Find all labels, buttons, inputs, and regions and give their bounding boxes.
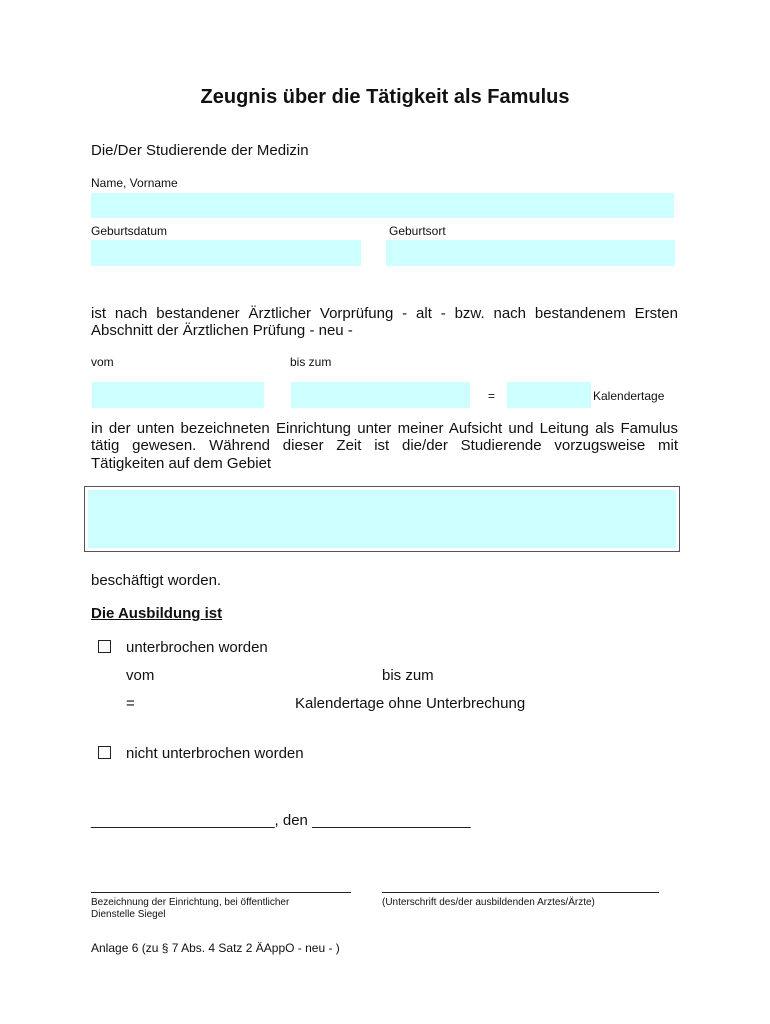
field-area-frame <box>84 486 680 552</box>
institution-caption-line1: Bezeichnung der Einrichtung, bei öffentlicher <box>91 897 290 908</box>
exam-text-line1: ist nach bestandener Ärztlicher Vorprüfung - alt - bzw. nach bestandenem Ersten <box>91 305 678 322</box>
period-to-field[interactable] <box>291 382 470 408</box>
field-area-input[interactable] <box>88 490 676 548</box>
not-interrupted-checkbox[interactable] <box>98 746 111 759</box>
footer-annex: Anlage 6 (zu § 7 Abs. 4 Satz 2 ÄAppO - neu - ) <box>91 941 340 955</box>
interrupted-checkbox[interactable] <box>98 640 111 653</box>
period-from-field[interactable] <box>92 382 264 408</box>
period-equals: = <box>488 389 496 403</box>
interrupted-equals: = <box>126 695 135 712</box>
den-text: , den <box>274 812 308 829</box>
institution-caption <box>91 897 289 921</box>
exam-text-line2: Abschnitt der Ärztlichen Prüfung - neu - <box>91 322 353 339</box>
not-interrupted-label: nicht unterbrochen worden <box>126 745 304 762</box>
birthplace-label: Geburtsort <box>389 224 446 238</box>
place-blank: ______________________ <box>91 812 275 829</box>
interrupted-from-label: vom <box>126 667 155 684</box>
birthdate-field[interactable] <box>91 240 361 266</box>
calendar-days-label: Kalendertage <box>593 389 665 403</box>
doctor-signature-line <box>382 892 659 893</box>
institution-caption-line2: Dienstelle Siegel <box>91 909 166 920</box>
training-heading: Die Ausbildung ist <box>91 605 223 622</box>
doctor-caption: (Unterschrift des/der ausbildenden Arztes/Ärzte) <box>382 897 595 908</box>
calendar-days-field[interactable] <box>507 382 591 408</box>
interrupted-to-label: bis zum <box>382 667 434 684</box>
birthplace-field[interactable] <box>386 240 675 266</box>
period-from-label: vom <box>91 355 114 369</box>
activity-text-line1: in der unten bezeichneten Einrichtung unter meiner Aufsicht und Leitung als Famulus <box>91 420 678 437</box>
name-label: Name, Vorname <box>91 176 178 190</box>
employed-text: beschäftigt worden. <box>91 572 222 589</box>
interrupted-label: unterbrochen worden <box>126 639 268 656</box>
date-blank: ___________________ <box>312 812 471 829</box>
activity-text-line2: tätig gewesen. Während dieser Zeit ist die/der Studierende vorzugsweise mit <box>91 437 678 454</box>
name-field[interactable] <box>91 193 674 218</box>
period-to-label: bis zum <box>290 355 332 369</box>
place-date-line <box>91 812 471 829</box>
activity-text-line3: Tätigkeiten auf dem Gebiet <box>91 455 272 472</box>
intro-text: Die/Der Studierende der Medizin <box>91 142 309 159</box>
institution-signature-line <box>91 892 351 893</box>
birthdate-label: Geburtsdatum <box>91 224 168 238</box>
interrupted-days-label: Kalendertage ohne Unterbrechung <box>295 695 526 712</box>
page-title: Zeugnis über die Tätigkeit als Famulus <box>200 86 570 108</box>
